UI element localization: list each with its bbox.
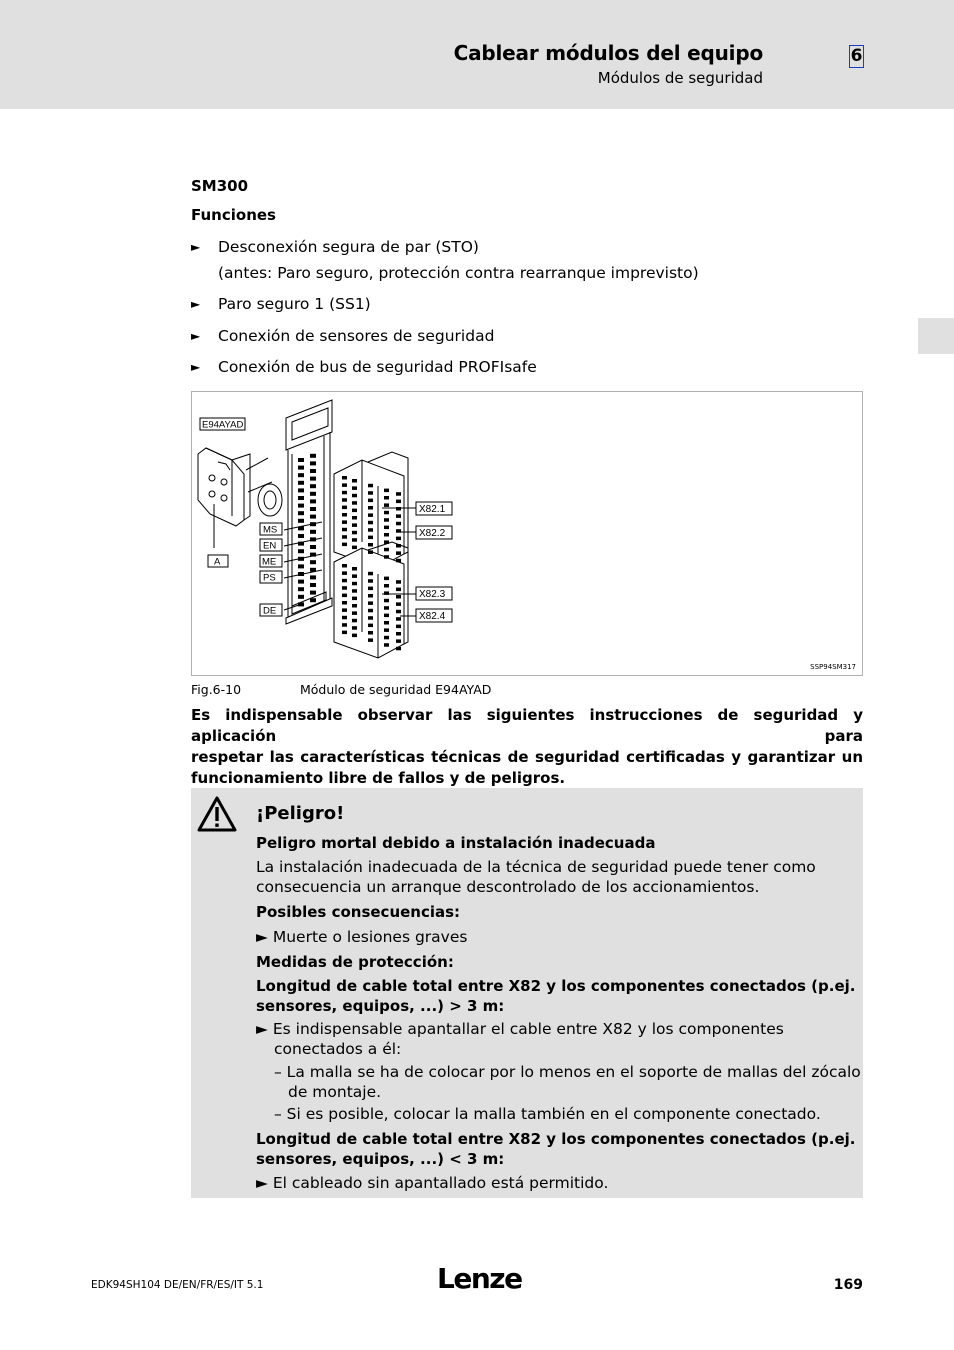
chapter-number: 6	[850, 46, 863, 66]
terminal-dot	[384, 591, 389, 595]
terminal-dot	[368, 513, 373, 517]
measure-item: conectados a él:	[274, 1040, 402, 1058]
terminal-dot	[352, 574, 357, 578]
terminal-dot	[396, 588, 401, 592]
terminal-dot	[352, 538, 357, 542]
pin-dot	[298, 481, 304, 485]
terminal-dot	[384, 533, 389, 537]
terminal-dot	[342, 608, 347, 612]
terminal-dot	[342, 506, 347, 510]
terminal-dot	[368, 550, 373, 554]
terminal-dot	[352, 619, 357, 623]
document-id: EDK94SH104 DE/EN/FR/ES/IT 5.1	[91, 1279, 264, 1291]
pin-dot	[298, 504, 304, 508]
terminal-dot	[396, 529, 401, 533]
terminal-dot	[342, 594, 347, 598]
pin-dot	[310, 530, 316, 534]
terminal-dot	[368, 631, 373, 635]
terminal-dot	[396, 500, 401, 504]
terminal-dot	[352, 509, 357, 512]
terminal-dot	[342, 586, 347, 590]
terminal-dot	[342, 601, 347, 605]
terminal-dot	[396, 507, 401, 511]
pin-dot	[298, 549, 304, 553]
measure-subitem: – Si es posible, colocar la malla también en el componente conectado.	[274, 1105, 821, 1123]
label-x821: X82.1	[419, 504, 446, 515]
terminal-dot	[342, 513, 347, 517]
danger-heading: Peligro mortal debido a instalación inadecuada	[256, 834, 656, 852]
terminal-dot	[342, 528, 347, 532]
terminal-dot	[384, 636, 389, 640]
terminal-dot	[384, 540, 389, 544]
terminal-dot	[384, 555, 389, 559]
pin-dot	[298, 488, 304, 492]
terminal-dot	[396, 639, 401, 643]
terminal-dot	[342, 491, 347, 495]
terminal-dot	[396, 522, 401, 526]
measure-subitem: de montaje.	[288, 1083, 382, 1101]
terminal-dot	[368, 587, 373, 591]
terminal-dot	[396, 537, 401, 541]
terminal-dot	[352, 597, 357, 601]
danger-desc-line: consecuencia un arranque descontrolado de los accionamientos.	[256, 878, 760, 896]
measures-title: Medidas de protección:	[256, 953, 454, 971]
terminal-dot	[352, 582, 357, 586]
terminal-dot	[352, 626, 357, 630]
condition-long: sensores, equipos, ...) > 3 m:	[256, 997, 505, 1015]
label-me: ME	[262, 556, 277, 568]
terminal-dot	[396, 514, 401, 518]
pin-dot	[298, 496, 304, 500]
label-module: E94AYAD	[202, 419, 244, 431]
terminal-dot	[352, 634, 357, 638]
functions-title: Funciones	[191, 206, 276, 224]
pin-dot	[310, 591, 316, 595]
section-subtitle: Módulos de seguridad	[597, 69, 763, 87]
condition-long: Longitud de cable total entre X82 y los componentes conectados (p.ej.	[256, 977, 856, 995]
caption-text: Módulo de seguridad E94AYAD	[300, 682, 492, 697]
terminal-dot	[352, 494, 357, 498]
terminal-dot	[368, 484, 373, 488]
terminal-dot	[396, 625, 401, 629]
terminal-dot	[384, 489, 389, 493]
terminal-dot	[352, 531, 357, 535]
terminal-dot	[384, 577, 389, 581]
terminal-dot	[368, 506, 373, 510]
terminal-dot	[352, 523, 357, 527]
terminal-dot	[384, 503, 389, 507]
terminal-dot	[368, 594, 373, 598]
pin-dot	[298, 511, 304, 515]
terminal-dot	[396, 492, 401, 496]
pin-dot	[310, 515, 316, 519]
terminal-dot	[368, 624, 373, 628]
terminal-dot	[342, 579, 347, 583]
terminal-dot	[396, 632, 401, 636]
terminal-dot	[368, 521, 373, 525]
terminal-dot	[384, 621, 389, 625]
safety-instructions: Es indispensable observar las siguientes instrucciones de seguridad y aplicación para respetar las características técnicas de seguridad certificadas y garantizar un funcionamiento libre de fallos y de peligros.	[191, 706, 863, 787]
label-x822: X82.2	[419, 528, 446, 539]
bullet-arrow-icon: ►	[191, 297, 201, 311]
label-a: A	[214, 556, 221, 568]
terminal-dot	[352, 546, 357, 550]
terminal-dot	[384, 526, 389, 530]
page-header	[0, 0, 954, 109]
terminal-dot	[342, 520, 347, 524]
terminal-dot	[352, 611, 357, 615]
terminal-dot	[368, 579, 373, 583]
chapter-title: Cablear módulos del equipo	[453, 41, 763, 65]
terminal-dot	[368, 609, 373, 613]
terminal-dot	[368, 572, 373, 576]
terminal-dot	[384, 599, 389, 603]
terminal-dot	[384, 628, 389, 632]
pin-dot	[310, 583, 316, 587]
pin-dot	[298, 473, 304, 477]
label-x824: X82.4	[419, 611, 446, 622]
terminal-dot	[352, 589, 357, 593]
pin-dot	[310, 560, 316, 564]
module-drawing	[192, 392, 862, 675]
consequences-title: Posibles consecuencias:	[256, 903, 461, 921]
pin-dot	[310, 499, 316, 503]
pin-dot	[310, 484, 316, 488]
pin-dot	[310, 507, 316, 511]
caption-number: Fig.6-10	[191, 682, 242, 697]
label-ms: MS	[263, 524, 278, 536]
terminal-dot	[342, 498, 347, 502]
measure-subitem: – La malla se ha de colocar por lo menos en el soporte de mallas del zócalo	[274, 1063, 861, 1081]
terminal-dot	[352, 604, 357, 608]
terminal-dot	[368, 601, 373, 605]
label-de: DE	[263, 605, 277, 617]
terminal-dot	[384, 496, 389, 500]
pin-dot	[298, 466, 304, 470]
pin-dot	[298, 519, 304, 523]
terminal-dot	[368, 638, 373, 642]
terminal-dot	[396, 595, 401, 599]
terminal-dot	[368, 491, 373, 495]
pin-dot	[298, 587, 304, 591]
terminal-dot	[384, 643, 389, 647]
label-en: EN	[263, 540, 277, 552]
danger-desc-line: La instalación inadecuada de la técnica de seguridad puede tener como	[256, 858, 816, 876]
terminal-dot	[342, 616, 347, 620]
pin-dot	[310, 461, 316, 465]
danger-title: ¡Peligro!	[256, 803, 345, 824]
terminal-dot	[368, 536, 373, 540]
terminal-dot	[352, 501, 357, 505]
terminal-dot	[384, 548, 389, 552]
danger-notice	[191, 788, 863, 1198]
terminal-dot	[396, 544, 401, 548]
pin-dot	[298, 534, 304, 538]
bullet-arrow-icon: ►	[191, 240, 201, 254]
terminal-dot	[396, 580, 401, 584]
pin-dot	[298, 564, 304, 568]
pin-dot	[310, 598, 316, 602]
pin-dot	[310, 454, 316, 458]
figure-caption	[191, 682, 492, 697]
terminal-dot	[352, 516, 357, 520]
pin-dot	[310, 545, 316, 549]
bullet-arrow-icon: ►	[191, 360, 201, 374]
terminal-dot	[384, 518, 389, 522]
terminal-dot	[342, 483, 347, 487]
terminal-dot	[396, 647, 401, 651]
condition-short: sensores, equipos, ...) < 3 m:	[256, 1150, 505, 1168]
terminal-dot	[396, 617, 401, 621]
terminal-dot	[352, 567, 357, 571]
pin-dot	[298, 595, 304, 599]
terminal-dot	[368, 616, 373, 620]
side-tab	[918, 318, 954, 354]
terminal-dot	[396, 610, 401, 614]
condition-short: Longitud de cable total entre X82 y los componentes conectados (p.ej.	[256, 1130, 856, 1148]
terminal-dot	[384, 511, 389, 515]
figure-code: SSP94SM317	[810, 663, 856, 671]
terminal-dot	[384, 606, 389, 610]
terminal-dot	[342, 571, 347, 575]
terminal-dot	[396, 602, 401, 606]
pin-dot	[310, 575, 316, 579]
pin-dot	[310, 477, 316, 481]
label-ps: PS	[263, 572, 276, 584]
warning-triangle-icon	[197, 796, 237, 832]
bullet-arrow-icon: ►	[191, 329, 201, 343]
sm-title: SM300	[191, 177, 249, 195]
terminal-dot	[342, 631, 347, 635]
terminal-dot	[368, 528, 373, 532]
terminal-dot	[342, 476, 347, 480]
terminal-dot	[342, 535, 347, 539]
pin-dot	[298, 580, 304, 584]
terminal-dot	[342, 543, 347, 547]
pin-dot	[310, 492, 316, 496]
terminal-dot	[384, 584, 389, 588]
pin-dot	[310, 469, 316, 473]
terminal-dot	[396, 559, 401, 563]
lenze-logo: Lenze	[437, 1262, 522, 1295]
pin-dot	[298, 458, 304, 462]
measure-item: ► Es indispensable apantallar el cable entre X82 y los componentes	[256, 1020, 784, 1038]
consequence-item: ► Muerte o lesiones graves	[256, 928, 468, 946]
terminal-dot	[342, 564, 347, 568]
terminal-dot	[352, 486, 357, 490]
terminal-dot	[368, 543, 373, 547]
terminal-dot	[368, 499, 373, 503]
terminal-dot	[352, 479, 357, 483]
terminal-dot	[342, 623, 347, 627]
label-x823: X82.3	[419, 589, 446, 600]
module-figure	[191, 391, 863, 676]
measure-item: ► El cableado sin apantallado está permitido.	[256, 1174, 609, 1192]
terminal-dot	[384, 614, 389, 618]
terminal-dot	[396, 551, 401, 555]
page-number: 169	[833, 1277, 863, 1293]
